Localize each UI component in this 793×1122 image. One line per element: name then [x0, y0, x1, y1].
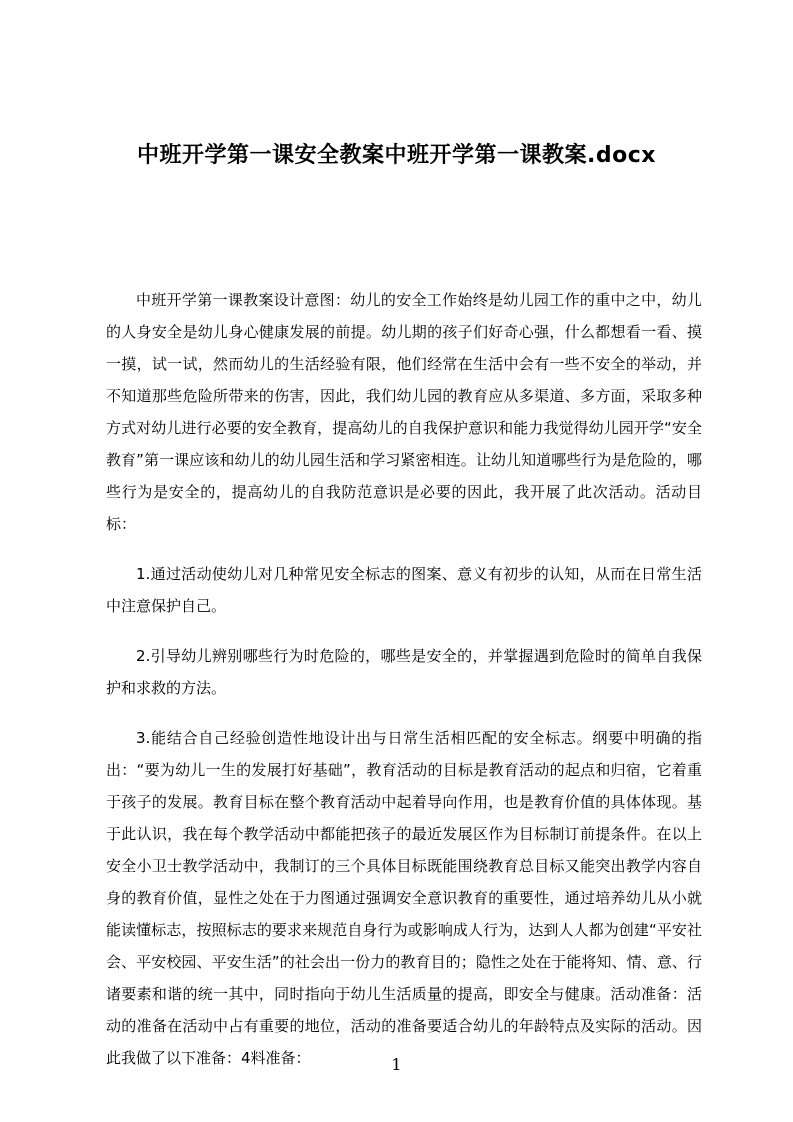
page-number: 1	[391, 1055, 402, 1074]
paragraph-goal-2: 2.引导幼儿辨别哪些行为时危险的，哪些是安全的，并掌握遇到危险时的简单自我保护和求救的方法。	[106, 647, 702, 697]
document-body	[106, 284, 702, 1082]
paragraph-goal-1: 1.通过活动使幼儿对几种常见安全标志的图案、意义有初步的认知，从而在日常生活中注意保护自己。	[106, 565, 702, 615]
document-title: 中班开学第一课安全教案中班开学第一课教案.docx	[137, 143, 656, 168]
paragraph-goal-3: 3.能结合自己经验创造性地设计出与日常生活相匹配的安全标志。纲要中明确的指出：“要为幼儿一生的发展打好基础”，教育活动的目标是教育活动的起点和归宿，它着重于孩子的发展。教育目标在整个教育活动中起着导向作用，也是教育价值的具体体现。基于此认识，我在每个教学活动中都能把孩子的最近发展区作为目标制订前提条件。在以上安全小卫士教学活动中，我制订的三个具体目标既能围绕教育总目标又能突出教学内容自身的教育价值，显性之处在于力图通过强调安全意识教育的重要性，通过培养幼儿从小就能读懂标志，按照标志的要求来规范自身行为或影响成人行为，达到人人都为创建“平安社会、平安校园、平安生活”的社会出一份力的教育目的；隐性之处在于能将知、情、意、行诸要素和谐的统一其中，同时指向于幼儿生活质量的提高，即安全与健康。活动准备：活动的准备在活动中占有重要的地位，活动的准备要适合幼儿的年龄特点及实际的活动。因此我做了以下准备：4料准备：	[106, 729, 702, 1067]
paragraph-design-intent: 中班开学第一课教案设计意图：幼儿的安全工作始终是幼儿园工作的重中之中，幼儿的人身安全是幼儿身心健康发展的前提。幼儿期的孩子们好奇心强，什么都想看一看、摸一摸，试一试，然而幼儿的生活经验有限，他们经常在生活中会有一些不安全的举动，并不知道那些危险所带来的伤害，因此，我们幼儿园的教育应从多渠道、多方面，采取多种方式对幼儿进行必要的安全教育，提高幼儿的自我保护意识和能力我觉得幼儿园开学“安全教育”第一课应该和幼儿的幼儿园生活和学习紧密相连。让幼儿知道哪些行为是危险的，哪些行为是安全的，提高幼儿的自我防范意识是必要的因此，我开展了此次活动。活动目标：	[106, 291, 702, 533]
